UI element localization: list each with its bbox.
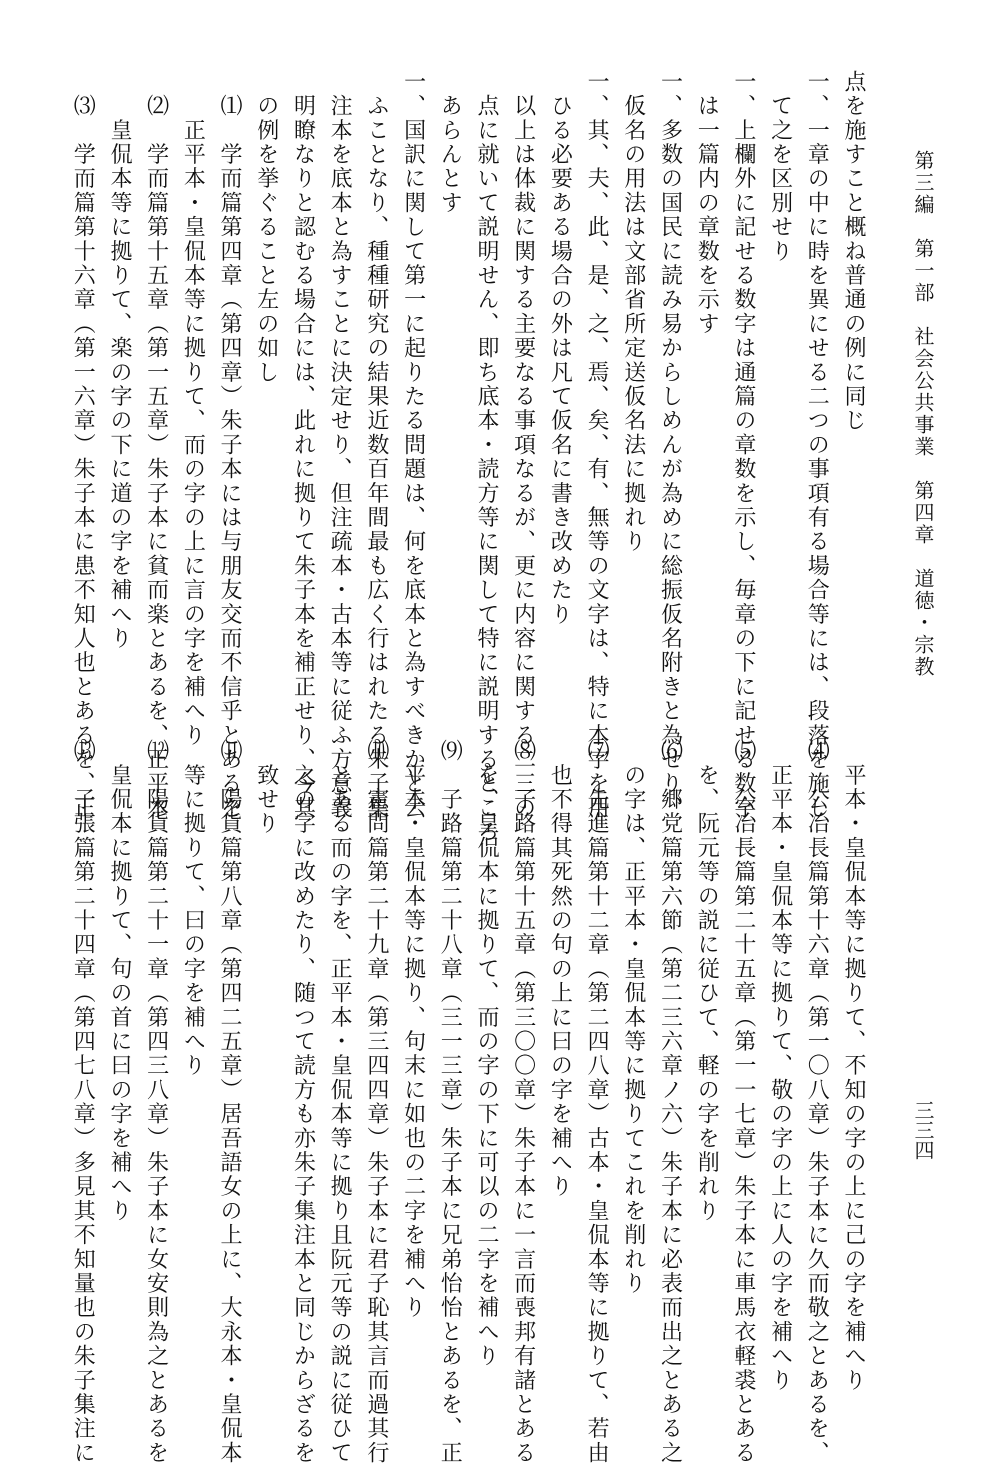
text-column: ⒀ 子張篇第二十四章（第四七八章）多見其不知量也の朱子集注に bbox=[70, 715, 96, 1465]
text-column: 一、上欄外に記せる数字は通篇の章数を示し、毎章の下に記せる数字 bbox=[730, 70, 756, 821]
text-column: ⑽ 憲問篇第二十九章（第三四四章）朱子本に君子恥其言而過其行 bbox=[363, 715, 389, 1465]
text-column: の字は、正平本・皇侃本等に拠りてこれを削れり bbox=[620, 715, 646, 1296]
page-number: 三三四 bbox=[911, 1100, 935, 1160]
text-column: 仮名の用法は文部省所定送仮名法に拠れり bbox=[620, 70, 646, 554]
text-column: ひる必要ある場合の外は凡て仮名に書き改めたり bbox=[547, 70, 573, 627]
text-column: 以上は体裁に関する主要なる事項なるが、更に内容に関する二三の bbox=[510, 70, 536, 821]
lower-text-block bbox=[51, 715, 871, 1465]
text-column: ⑹ 郷党篇第六節（第二三六章ノ六）朱子本に必表而出之とある之 bbox=[657, 715, 683, 1465]
text-column: 皇侃本等に拠りて、楽の字の下に道の字を補へり bbox=[106, 70, 132, 651]
text-column: 致せり bbox=[253, 715, 279, 836]
text-column: あらんとす bbox=[437, 70, 463, 216]
text-column: とある而の字を、正平本・皇侃本等に拠り且阮元等の説に従ひて bbox=[327, 715, 353, 1465]
text-column: ⑷ 公冶長篇第十六章（第一〇八章）朱子本に久而敬之とあるを、 bbox=[804, 715, 830, 1465]
text-column: 一、多数の国民に読み易からしめんが為めに総振仮名附きと為せり、 bbox=[657, 70, 683, 821]
text-column: ⑴ 学而篇第四章（第四章）朱子本には与朋友交而不信乎とあるを bbox=[217, 70, 243, 821]
text-column: は一篇内の章数を示す bbox=[694, 70, 720, 337]
text-column: 注本を底本と為すことに決定せり、但注疏本・古本等に従ふ方意義 bbox=[327, 70, 353, 821]
text-column: ⑸ 公冶長篇第二十五章（第一一七章）朱子本に車馬衣軽裘とある bbox=[730, 715, 756, 1465]
text-column: 之の字に改めたり、随つて読方も亦朱子集注本と同じからざるを bbox=[290, 715, 316, 1465]
text-column: 明瞭なりと認むる場合には、此れに拠りて朱子本を補正せり、今其 bbox=[290, 70, 316, 821]
text-column: 一、其、夫、此、是、之、焉、矣、有、無等の文字は、特に本字を用 bbox=[584, 70, 610, 821]
text-column: ⑼ 子路篇第二十八章（三一三章）朱子本に兄弟怡怡とあるを、正 bbox=[437, 715, 463, 1465]
text-column: 一、一章の中に時を異にせる二つの事項有る場合等には、段落を施し bbox=[804, 70, 830, 821]
text-column: ⑾ 陽貨篇第八章（第四二五章）居吾語女の上に、大永本・皇侃本 bbox=[217, 715, 243, 1465]
running-head: 第三編 第一部 社会公共事業 第四章 道徳・宗教 bbox=[911, 150, 935, 678]
text-column: 正平本・皇侃本等に拠りて、而の字の上に言の字を補へり bbox=[180, 70, 206, 748]
text-column: ⑵ 学而篇第十五章（第一五章）朱子本に貧而楽とあるを、正平本 bbox=[143, 70, 169, 821]
text-column: 点を施すこと概ね普通の例に同じ bbox=[841, 70, 866, 433]
text-column: 正平本・皇侃本等に拠りて、敬の字の上に人の字を補へり bbox=[767, 715, 793, 1393]
text-column: ふことなり、種種研究の結果近数百年間最も広く行はれたる朱子集 bbox=[363, 70, 389, 821]
text-column: 皇侃本に拠りて、句の首に曰の字を補へり bbox=[106, 715, 132, 1224]
text-column: ⑶ 学而篇第十六章（第一六章）朱子本に患不知人也とあるを、正 bbox=[70, 70, 96, 821]
text-column: ⑿ 陽貨篇第二十一章（第四三八章）朱子本に女安則為之とあるを bbox=[143, 715, 169, 1465]
text-column: ⑻ 子路篇第十五章（第三〇〇章）朱子本に一言而喪邦有諸とある bbox=[510, 715, 536, 1465]
text-column: 等に拠りて、曰の字を補へり bbox=[180, 715, 206, 1078]
text-column: て之を区別せり bbox=[767, 70, 793, 264]
text-column: 平本・皇侃本等に拠りて、不知の字の上に己の字を補へり bbox=[841, 715, 866, 1393]
text-column: 点に就いて説明せん、即ち底本・読方等に関して特に説明するところ bbox=[473, 70, 499, 845]
text-column: を、皇侃本に拠りて、而の字の下に可以の二字を補へり bbox=[473, 715, 499, 1369]
text-column: 也不得其死然の句の上に曰の字を補へり bbox=[547, 715, 573, 1200]
text-column: 一、国訳に関して第一に起りたる問題は、何を底本と為すべきかと云 bbox=[400, 70, 426, 821]
text-column: 平本・皇侃本等に拠り、句末に如也の二字を補へり bbox=[400, 715, 426, 1320]
text-column: を、阮元等の説に従ひて、軽の字を削れり bbox=[694, 715, 720, 1224]
text-column: の例を挙ぐること左の如し bbox=[253, 70, 279, 385]
text-column: ⑺ 先進篇第十二章（第二四八章）古本・皇侃本等に拠りて、若由 bbox=[584, 715, 610, 1465]
